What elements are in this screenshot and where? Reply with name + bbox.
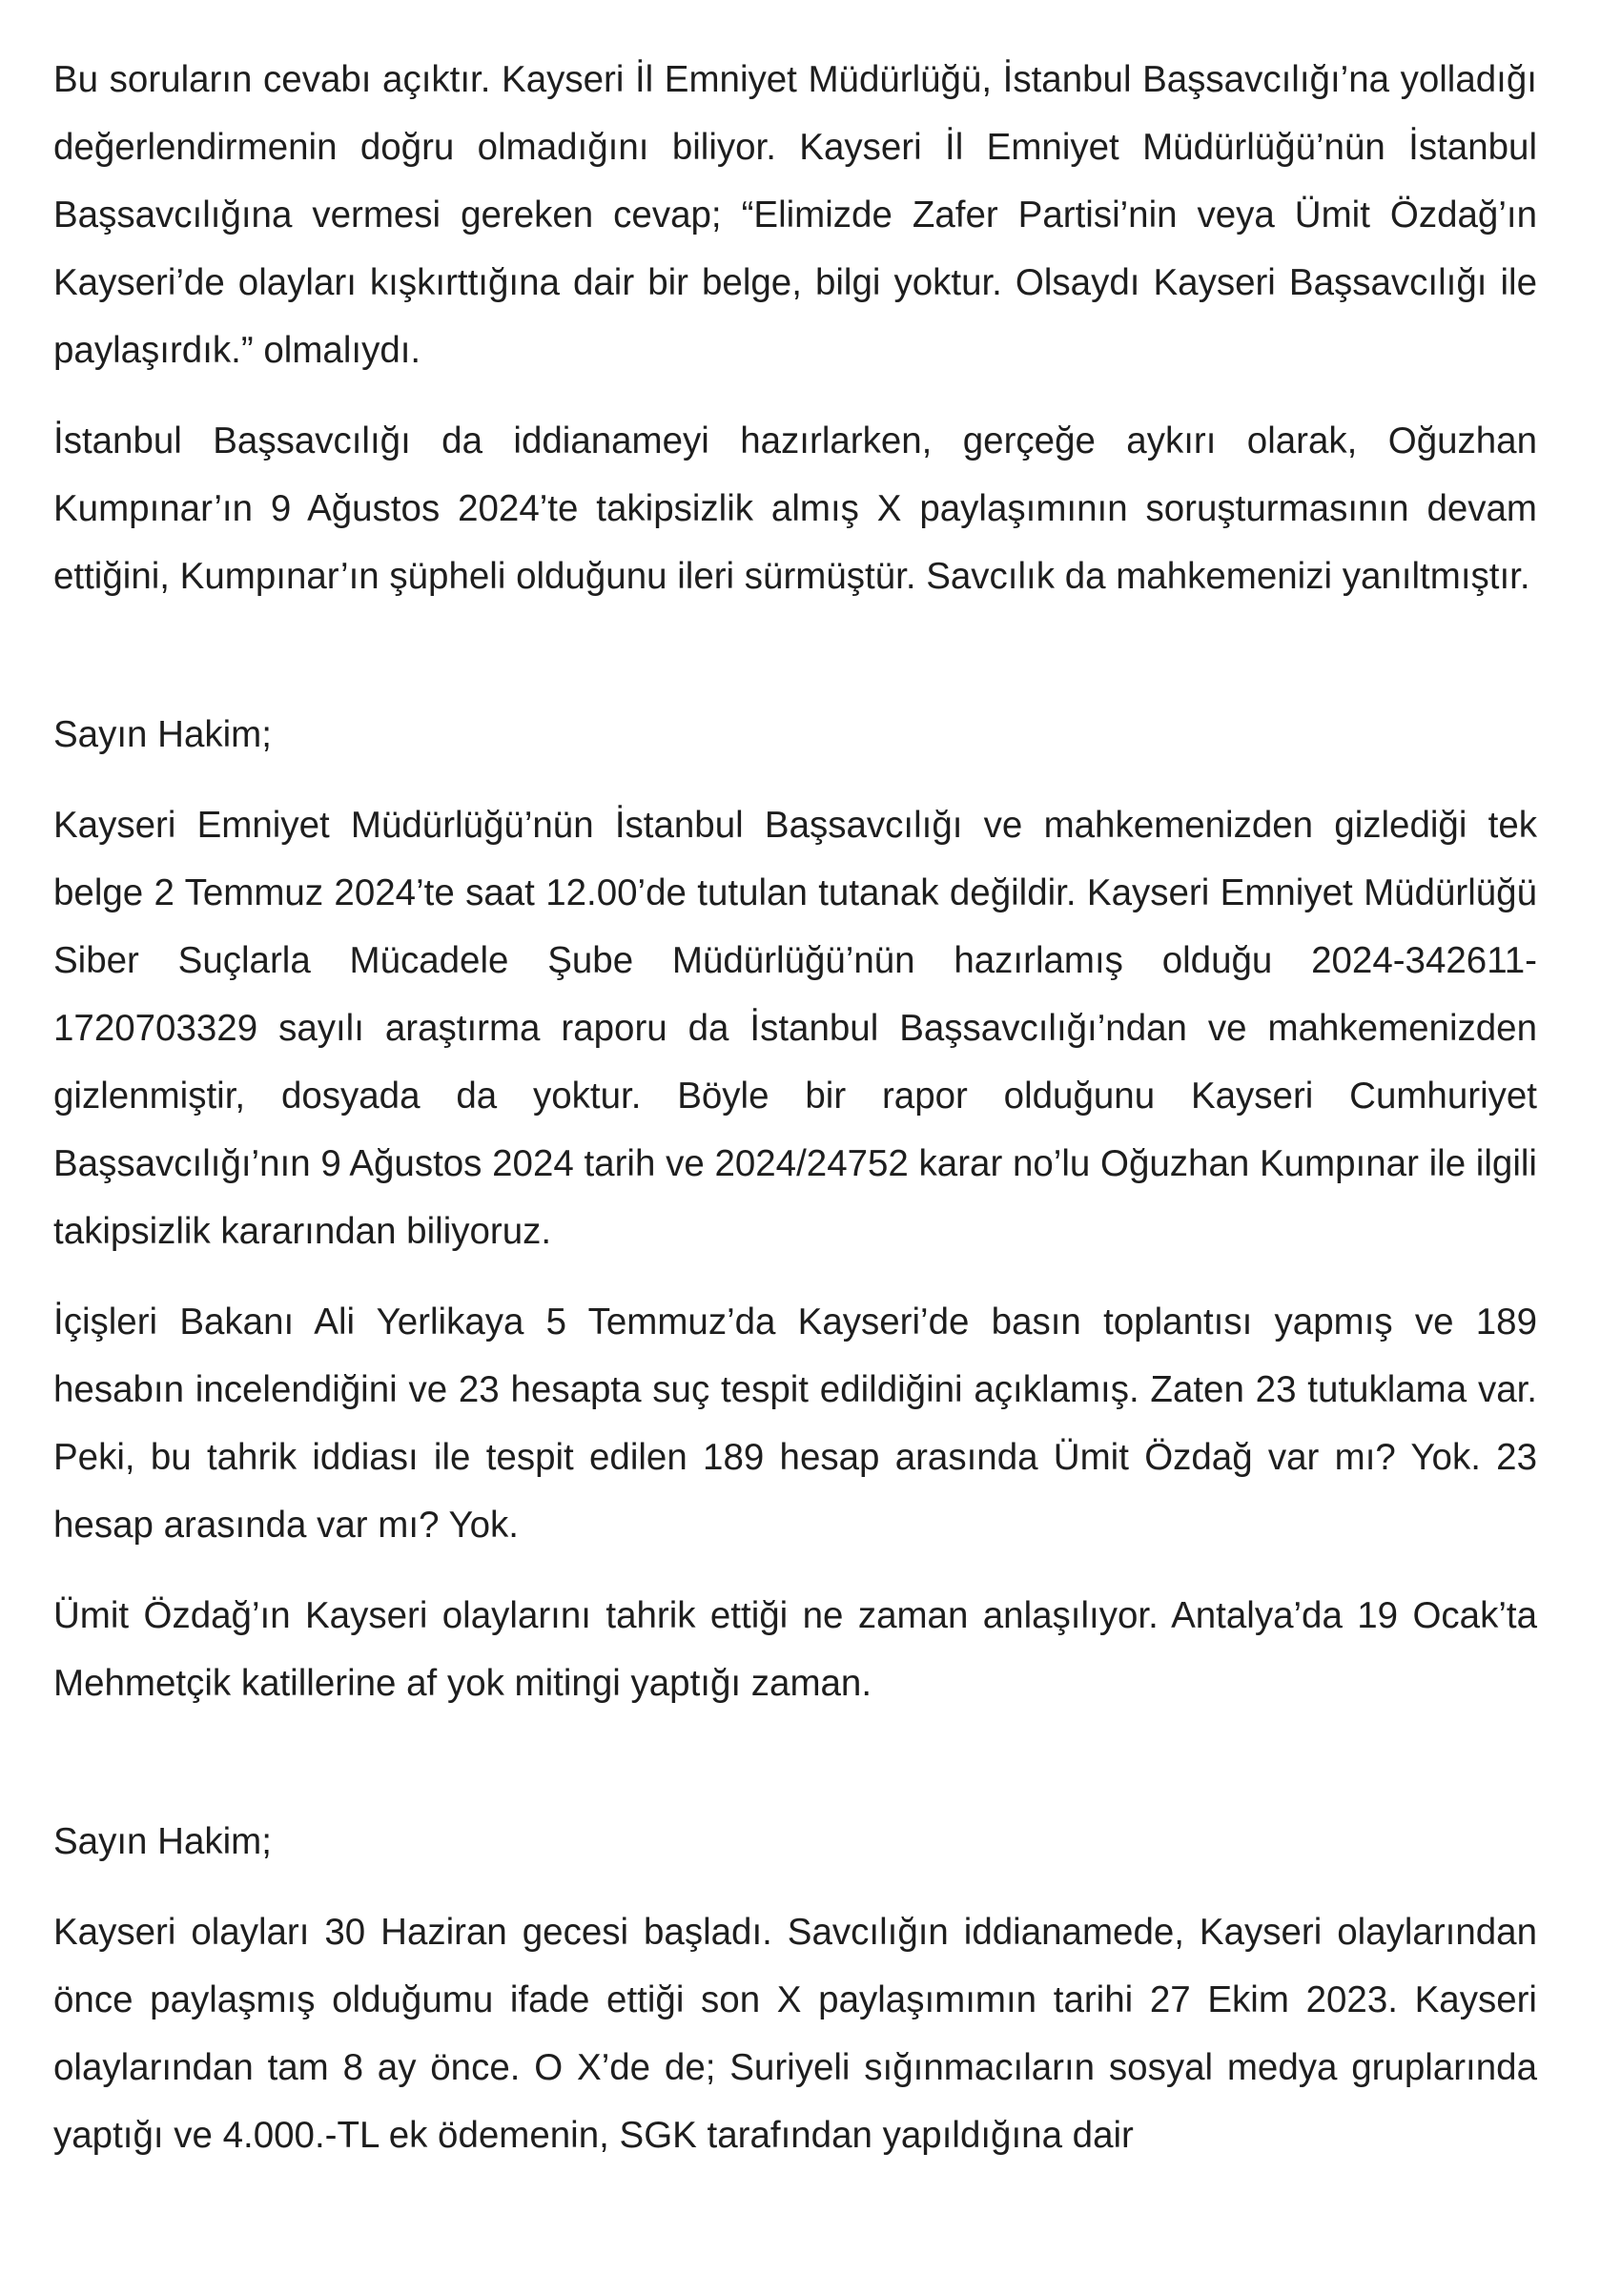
document-page [53,46,1537,2192]
blank-line [53,633,1537,701]
salutation: Sayın Hakim; [53,1821,272,1862]
paragraph: İstanbul Başsavcılığı da iddianameyi hazırlarken, gerçeğe aykırı olarak, Oğuzhan Kumpınar’ın 9 Ağustos 2024’te takipsizlik almış X paylaşımının soruşturmasının devam ettiğini, Kumpınar’ın şüpheli olduğunu ileri sürmüştür. Savcılık da mahkemenizi yanıltmıştır. [53,420,1537,597]
paragraph: Kayseri olayları 30 Haziran gecesi başladı. Savcılığın iddianamede, Kayseri olaylarından önce paylaşmış olduğumu ifade ettiği son X paylaşımımın tarihi 27 Ekim 2023. Kayseri olaylarından tam 8 ay önce. O X’de de; Suriyeli sığınmacıların sosyal medya gruplarında yaptığı ve 4.000.-TL ek ödemenin, SGK tarafından yapıldığına dair [53,1912,1537,2156]
salutation: Sayın Hakim; [53,714,272,755]
paragraph: Bu soruların cevabı açıktır. Kayseri İl Emniyet Müdürlüğü, İstanbul Başsavcılığı’na yolladığı değerlendirmenin doğru olmadığını biliyor. Kayseri İl Emniyet Müdürlüğü’nün İstanbul Başsavcılığına vermesi gereken cevap; “Elimizde Zafer Partisi’nin veya Ümit Özdağ’ın Kayseri’de olayları kışkırttığına dair bir belge, bilgi yoktur. Olsaydı Kayseri Başsavcılığı ile paylaşırdık.” olmalıydı. [53,59,1537,371]
paragraph: Kayseri Emniyet Müdürlüğü’nün İstanbul Başsavcılığı ve mahkemenizden gizlediği tek belge 2 Temmuz 2024’te saat 12.00’de tutulan tutanak değildir. Kayseri Emniyet Müdürlüğü Siber Suçlarla Mücadele Şube Müdürlüğü’nün hazırlamış olduğu 2024-342611-1720703329 sayılı araştırma raporu da İstanbul Başsavcılığı’ndan ve mahkemenizden gizlenmiştir, dosyada da yoktur. Böyle bir rapor olduğunu Kayseri Cumhuriyet Başsavcılığı’nın 9 Ağustos 2024 tarih ve 2024/24752 karar no’lu Oğuzhan Kumpınar ile ilgili takipsizlik kararından biliyoruz. [53,805,1537,1252]
blank-line [53,1740,1537,1808]
paragraph: İçişleri Bakanı Ali Yerlikaya 5 Temmuz’da Kayseri’de basın toplantısı yapmış ve 189 hesabın incelendiğini ve 23 hesapta suç tespit edildiğini açıklamış. Zaten 23 tutuklama var. Peki, bu tahrik iddiası ile tespit edilen 189 hesap arasında Ümit Özdağ var mı? Yok. 23 hesap arasında var mı? Yok. [53,1302,1537,1546]
paragraph: Ümit Özdağ’ın Kayseri olaylarını tahrik ettiği ne zaman anlaşılıyor. Antalya’da 19 Ocak’ta Mehmetçik katillerine af yok mitingi yaptığı zaman. [53,1595,1537,1704]
